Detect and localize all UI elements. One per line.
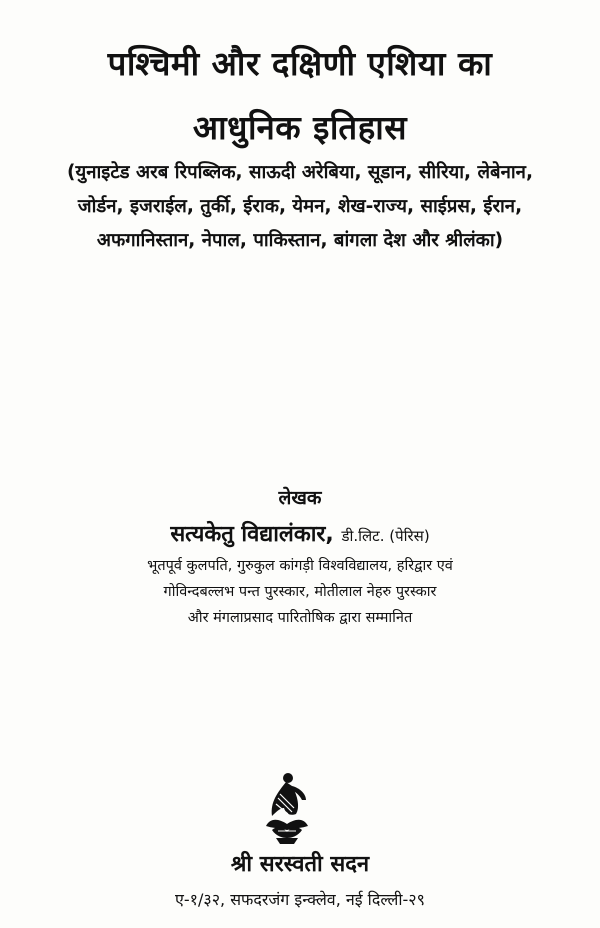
author-line bbox=[0, 518, 600, 548]
book-title-line-2: आधुनिक इतिहास bbox=[192, 108, 408, 147]
countries-line-1: (युनाइटेड अरब रिपब्लिक, साऊदी अरेबिया, सूडान, सीरिया, लेबेनान, bbox=[67, 162, 533, 183]
book-title-line-1: पश्चिमी और दक्षिणी एशिया का bbox=[107, 44, 493, 83]
publisher-name: श्री सरस्वती सदन bbox=[230, 852, 370, 877]
countries-line-2: जोर्डन, इजराईल, तुर्की, ईराक, येमन, शेख-राज्य, साईप्रस, ईरान, bbox=[77, 196, 523, 217]
credentials-line-2: गोविन्दबल्लभ पन्त पुरस्कार, मोतीलाल नेहरु पुरस्कार bbox=[163, 584, 437, 600]
credentials-line-1: भूतपूर्व कुलपति, गुरुकुल कांगड़ी विश्वविद्यालय, हरिद्वार एवं bbox=[147, 558, 453, 574]
author-label: लेखक bbox=[278, 487, 322, 509]
author-name: सत्यकेतु विद्यालंकार, bbox=[170, 522, 334, 547]
countries-line-3: अफगानिस्तान, नेपाल, पाकिस्तान, बांगला देश और श्रीलंका) bbox=[96, 230, 504, 251]
author-degree: डी.लिट. (पेरिस) bbox=[341, 527, 430, 545]
credentials-line-3: और मंगलाप्रसाद पारितोषिक द्वारा सम्मानित bbox=[187, 610, 413, 626]
saraswati-lotus-logo-icon bbox=[256, 768, 318, 848]
countries-subtitle bbox=[0, 156, 600, 258]
author-credentials bbox=[0, 553, 600, 631]
publisher-address: ए-१/३२, सफदरजंग इन्क्लेव, नई दिल्ली-२९ bbox=[175, 890, 425, 909]
